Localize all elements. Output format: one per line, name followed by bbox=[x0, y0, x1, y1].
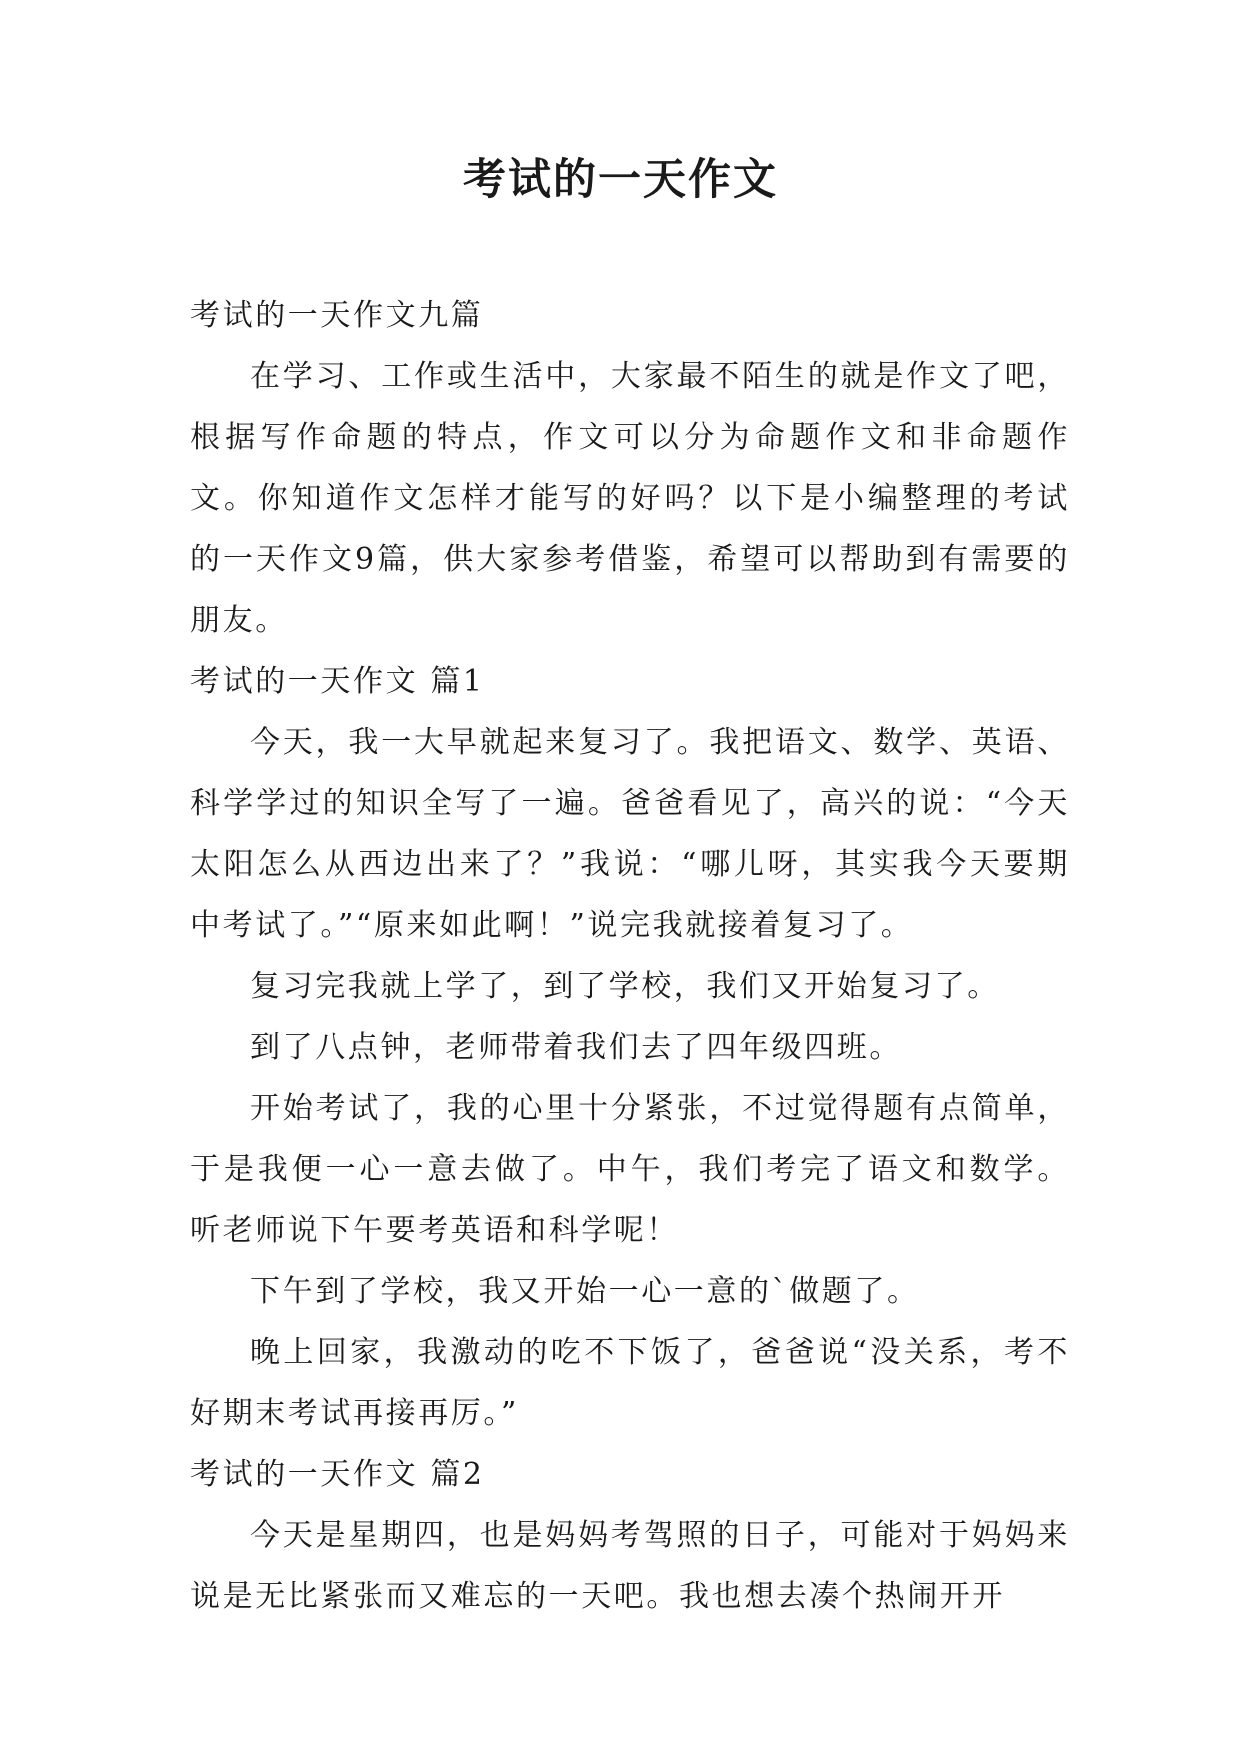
collection-heading: 考试的一天作文九篇 bbox=[190, 298, 484, 333]
essay-1-paragraph-1: 今天，我一大早就起来复习了。我把语文、数学、英语、科学学过的知识全写了一遍。爸爸看见了，高兴的说：“今天太阳怎么从西边出来了？”我说：“哪儿呀，其实我今天要期中考试了。”“原来如此啊！”说完我就接着复习了。 bbox=[190, 725, 1070, 943]
essay-2-heading: 考试的一天作文 篇2 bbox=[190, 1457, 485, 1492]
document-title: 考试的一天作文 bbox=[463, 155, 778, 205]
intro-paragraph: 在学习、工作或生活中，大家最不陌生的就是作文了吧，根据写作命题的特点，作文可以分为命题作文和非命题作文。你知道作文怎样才能写的好吗？以下是小编整理的考试的一天作文9篇，供大家参考借鉴，希望可以帮助到有需要的朋友。 bbox=[190, 359, 1070, 638]
essay-1-paragraph-5: 下午到了学校，我又开始一心一意的`做题了。 bbox=[250, 1274, 920, 1309]
essay-1-paragraph-4: 开始考试了，我的心里十分紧张，不过觉得题有点简单，于是我便一心一意去做了。中午，我们考完了语文和数学。听老师说下午要考英语和科学呢！ bbox=[190, 1091, 1070, 1248]
essay-1-paragraph-3: 到了八点钟，老师带着我们去了四年级四班。 bbox=[250, 1030, 902, 1065]
document-body bbox=[190, 285, 1070, 1627]
essay-1-heading: 考试的一天作文 篇1 bbox=[190, 664, 485, 699]
essay-2-paragraph-1: 今天是星期四，也是妈妈考驾照的日子，可能对于妈妈来说是无比紧张而又难忘的一天吧。我也想去凑个热闹开开 bbox=[190, 1518, 1070, 1614]
essay-1-paragraph-6: 晚上回家，我激动的吃不下饭了，爸爸说“没关系，考不好期末考试再接再厉。” bbox=[190, 1335, 1070, 1431]
essay-1-paragraph-2: 复习完我就上学了，到了学校，我们又开始复习了。 bbox=[250, 969, 1000, 1004]
